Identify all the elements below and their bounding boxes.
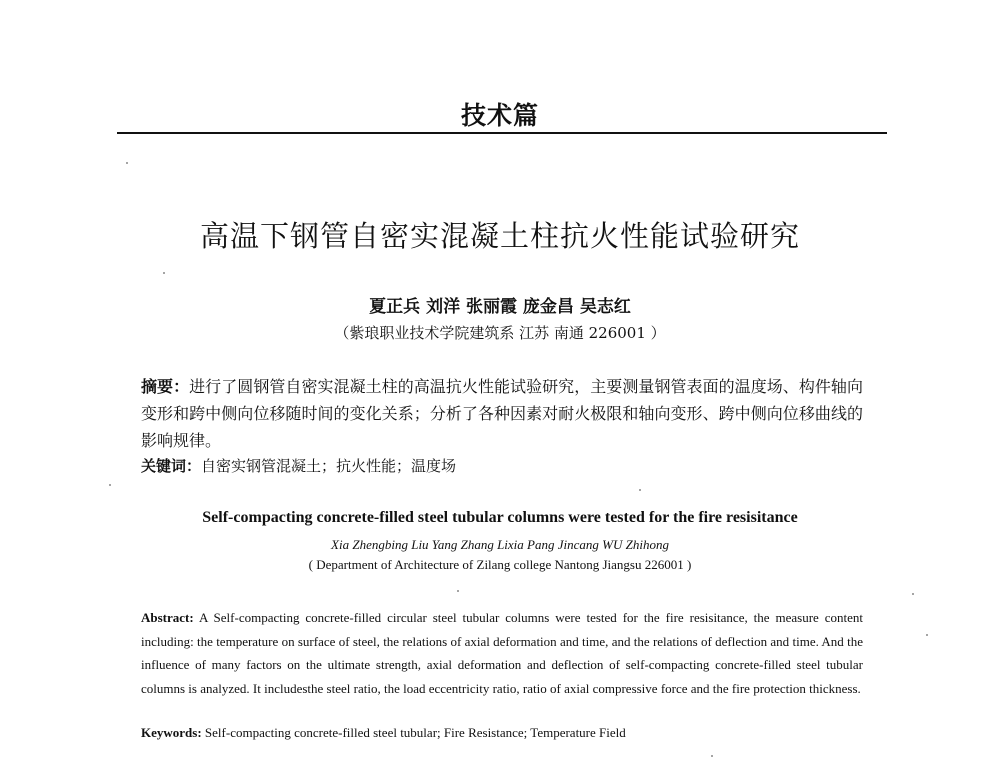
scan-speck — [912, 593, 914, 595]
abstract-en — [141, 606, 863, 700]
affiliation-zh: （紫琅职业技术学院建筑系 江苏 南通 226001 ） — [334, 324, 666, 342]
keywords-zh — [141, 455, 863, 477]
abstract-zh-label: 摘要： — [141, 377, 190, 396]
keywords-en-text: Self-compacting concrete-filled steel tubular; Fire Resistance; Temperature Field — [201, 725, 626, 740]
paper-title-en: Self-compacting concrete-filled steel tubular columns were tested for the fire resisitance — [202, 509, 798, 526]
keywords-zh-label: 关键词： — [141, 457, 202, 475]
section-header: 技术篇 — [460, 101, 539, 130]
scan-speck — [457, 590, 459, 592]
abstract-en-text: A Self-compacting concrete-filled circular steel tubular columns were tested for the fire resisitance, the measure content including: the temperature on surface of steel, the relations of axial deformation and time, and the relations of deflection and time. And the influence of many factors on the ultimate strength, axial deformation and deflection of self-compacting concrete-filled steel tubular columns is analyzed. It includesthe steel ratio, the load eccentricity ratio, ratio of axial compressive force and the fire protection thickness. — [141, 610, 863, 696]
affiliation-en: ( Department of Architecture of Zilang college Nantong Jiangsu 226001 ) — [308, 557, 692, 572]
authors-en: Xia Zhengbing Liu Yang Zhang Lixia Pang Jincang WU Zhihong — [331, 537, 669, 552]
abstract-zh-text: 进行了圆钢管自密实混凝土柱的高温抗火性能试验研究，主要测量钢管表面的温度场、构件轴向变形和跨中侧向位移随时间的变化关系；分析了各种因素对耐火极限和轴向变形、跨中侧向位移曲线的影响规律。 — [141, 377, 863, 450]
scan-speck — [163, 272, 165, 274]
abstract-en-label: Abstract: — [141, 610, 194, 625]
keywords-en — [141, 723, 863, 743]
keywords-en-label: Keywords: — [141, 725, 202, 740]
scan-speck — [926, 634, 928, 636]
keywords-zh-text: 自密实钢管混凝土；抗火性能；温度场 — [201, 457, 457, 475]
scan-speck — [639, 489, 641, 491]
header-rule — [117, 132, 887, 134]
abstract-zh — [141, 373, 863, 454]
scan-speck — [109, 484, 111, 486]
scan-speck — [126, 162, 128, 164]
authors-zh: 夏正兵 刘洋 张丽霞 庞金昌 吴志红 — [369, 297, 631, 317]
scan-speck — [711, 755, 713, 757]
paper-title-zh: 高温下钢管自密实混凝土柱抗火性能试验研究 — [199, 219, 800, 253]
